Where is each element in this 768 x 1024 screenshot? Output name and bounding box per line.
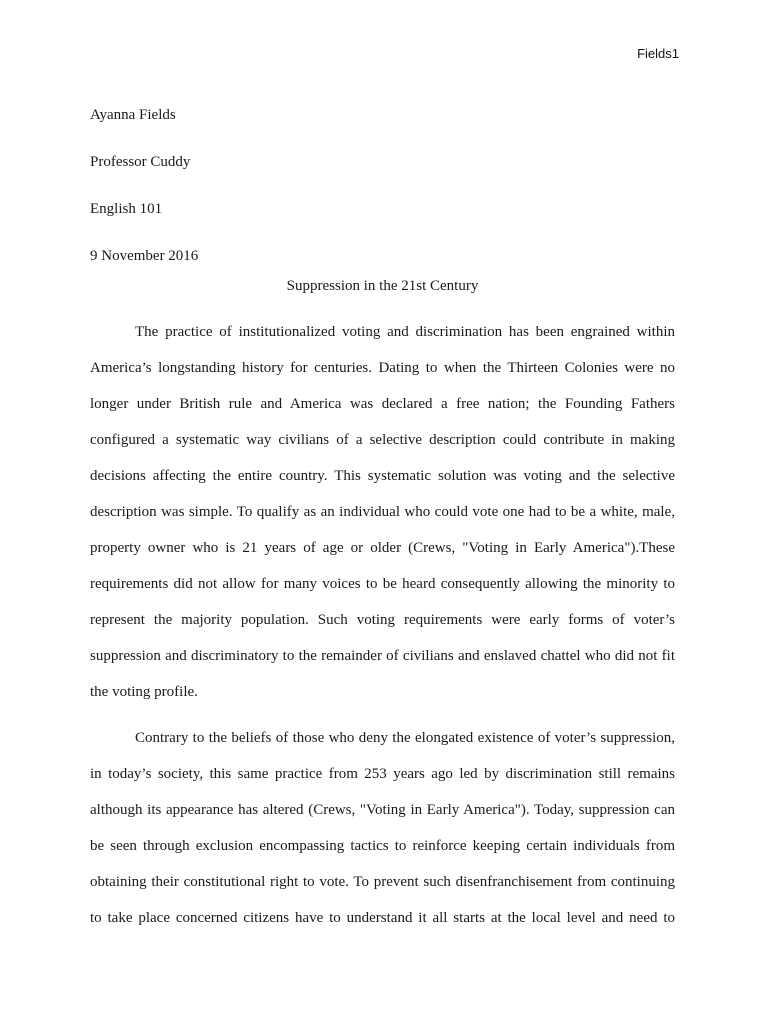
text-line: longer under British rule and America was declared a free nation; the Founding Fathers [90,396,675,412]
text-line: America’s longstanding history for centuries. Dating to when the Thirteen Colonies were no [90,360,675,376]
text-line: configured a systematic way civilians of a selective description could contribute in making [90,432,675,448]
text-line: be seen through exclusion encompassing tactics to reinforce keeping certain individuals from [90,838,675,854]
text-line: requirements did not allow for many voices to be heard consequently allowing the minority to [90,576,675,592]
text-line: obtaining their constitutional right to vote. To prevent such disenfranchisement from continuing [90,874,675,890]
mla-heading [90,92,680,280]
text-line: the voting profile. [90,684,198,700]
text-line: suppression and discriminatory to the remainder of civilians and enslaved chattel who did not fit [90,648,675,664]
student-name: Ayanna Fields [90,107,176,123]
paragraph-spacer [90,710,675,720]
paragraph-1 [90,314,675,710]
essay-date: 9 November 2016 [90,248,199,264]
running-head: Fields1 [637,46,679,61]
text-line: property owner who is 21 years of age or older (Crews, "Voting in Early America").These [90,540,675,556]
text-line: decisions affecting the entire country. This systematic solution was voting and the selective [90,468,675,484]
paragraph-2 [90,720,675,936]
essay-body [90,314,675,936]
course-name: English 101 [90,201,163,217]
text-line: to take place concerned citizens have to understand it all starts at the local level and need to [90,910,675,926]
text-line: The practice of institutionalized voting and discrimination has been engrained within [135,324,675,340]
text-line: Contrary to the beliefs of those who deny the elongated existence of voter’s suppression, [135,730,675,746]
text-line: although its appearance has altered (Crews, "Voting in Early America"). Today, suppression can [90,802,675,818]
text-line: description was simple. To qualify as an individual who could vote one had to be a white, male, [90,504,675,520]
text-line: represent the majority population. Such voting requirements were early forms of voter’s [90,612,675,628]
text-line: in today’s society, this same practice from 253 years ago led by discrimination still remains [90,766,675,782]
professor-name: Professor Cuddy [90,154,191,170]
essay-title: Suppression in the 21st Century [286,278,479,294]
